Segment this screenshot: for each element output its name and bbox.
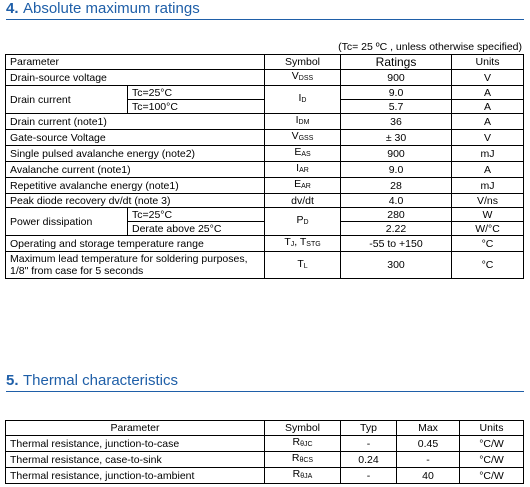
unit-cell: V bbox=[452, 130, 524, 146]
section-4-rule bbox=[6, 19, 524, 20]
section-4-number: 4. bbox=[6, 0, 19, 17]
header-symbol: Symbol bbox=[265, 55, 341, 70]
rating-cell: 300 bbox=[341, 252, 452, 279]
symbol-main: P bbox=[296, 214, 304, 226]
symbol-cell bbox=[265, 468, 341, 484]
param-cell: Drain current (note1) bbox=[6, 114, 265, 130]
symbol-sub: AS bbox=[301, 151, 311, 158]
param-cell: Thermal resistance, junction-to-ambient bbox=[6, 468, 265, 484]
symbol-sub: D bbox=[301, 97, 307, 104]
symbol-main: E bbox=[294, 146, 302, 158]
unit-cell: °C/W bbox=[460, 436, 524, 452]
rating-cell: 2.22 bbox=[341, 222, 452, 236]
unit-cell: A bbox=[452, 162, 524, 178]
symbol-cell bbox=[265, 114, 341, 130]
param-cell: Drain current bbox=[6, 86, 128, 114]
param-cell: Single pulsed avalanche energy (note2) bbox=[6, 146, 265, 162]
rating-cell: 9.0 bbox=[341, 86, 452, 100]
param-cell: Avalanche current (note1) bbox=[6, 162, 265, 178]
unit-cell: A bbox=[452, 100, 524, 114]
max-cell: 40 bbox=[397, 468, 460, 484]
symbol-cell bbox=[265, 452, 341, 468]
rating-cell: -55 to +150 bbox=[341, 236, 452, 252]
param-line-2: 1/8" from case for 5 seconds bbox=[10, 265, 144, 277]
symbol-cell bbox=[265, 178, 341, 194]
table-row bbox=[6, 468, 524, 484]
table-row bbox=[6, 162, 524, 178]
rating-cell: 28 bbox=[341, 178, 452, 194]
absolute-max-ratings-table bbox=[5, 54, 524, 279]
symbol-cell bbox=[265, 86, 341, 114]
unit-cell: mJ bbox=[452, 178, 524, 194]
symbol-sub: AR bbox=[301, 183, 311, 190]
max-cell: - bbox=[397, 452, 460, 468]
unit-cell: W/°C bbox=[452, 222, 524, 236]
table-row bbox=[6, 178, 524, 194]
symbol-cell bbox=[265, 436, 341, 452]
header-ratings: Ratings bbox=[341, 55, 452, 70]
unit-cell: V bbox=[452, 70, 524, 86]
rating-cell: 9.0 bbox=[341, 162, 452, 178]
symbol-main: T bbox=[284, 236, 291, 248]
typ-cell: - bbox=[341, 436, 397, 452]
section-4-title: Absolute maximum ratings bbox=[22, 0, 200, 17]
unit-cell: mJ bbox=[452, 146, 524, 162]
unit-cell: °C bbox=[452, 236, 524, 252]
symbol-sub-2: STG bbox=[306, 241, 321, 248]
param-cell: Thermal resistance, case-to-sink bbox=[6, 452, 265, 468]
table-row bbox=[6, 252, 524, 279]
typ-cell: - bbox=[341, 468, 397, 484]
condition-cell: Derate above 25°C bbox=[128, 222, 265, 236]
header-symbol: Symbol bbox=[265, 421, 341, 436]
symbol-sub: θJC bbox=[300, 441, 313, 448]
param-cell: Gate-source Voltage bbox=[6, 130, 265, 146]
symbol-main: I bbox=[295, 114, 299, 126]
rating-cell: 280 bbox=[341, 208, 452, 222]
symbol-main: T bbox=[297, 257, 304, 270]
table-row bbox=[6, 130, 524, 146]
unit-cell: V/ns bbox=[452, 194, 524, 208]
symbol-main: I bbox=[296, 162, 300, 174]
rating-cell: 4.0 bbox=[341, 194, 452, 208]
max-cell: 0.45 bbox=[397, 436, 460, 452]
header-typ: Typ bbox=[341, 421, 397, 436]
symbol-main: R bbox=[291, 452, 300, 464]
symbol-sub: AR bbox=[299, 167, 309, 174]
symbol-sub: L bbox=[303, 262, 308, 270]
header-max: Max bbox=[397, 421, 460, 436]
symbol-main-2: , T bbox=[294, 236, 307, 248]
condition-cell: Tc=25°C bbox=[128, 86, 265, 100]
param-line-1: Maximum lead temperature for soldering purposes, bbox=[10, 253, 248, 265]
symbol-sub: DM bbox=[298, 119, 310, 126]
symbol-cell bbox=[265, 130, 341, 146]
unit-cell: W bbox=[452, 208, 524, 222]
table-row bbox=[6, 86, 524, 100]
table-row bbox=[6, 436, 524, 452]
thermal-characteristics-table bbox=[5, 420, 524, 484]
table-row bbox=[6, 452, 524, 468]
symbol-cell bbox=[265, 236, 341, 252]
symbol-main: V bbox=[291, 70, 299, 82]
rating-cell: 900 bbox=[341, 146, 452, 162]
table-row bbox=[6, 194, 524, 208]
unit-cell: °C/W bbox=[460, 468, 524, 484]
symbol-cell: dv/dt bbox=[265, 194, 341, 208]
symbol-main: R bbox=[292, 436, 301, 448]
section-5-title: Thermal characteristics bbox=[22, 372, 179, 389]
symbol-sub: D bbox=[303, 219, 309, 226]
section-4-heading bbox=[6, 0, 524, 20]
param-cell: Peak diode recovery dv/dt (note 3) bbox=[6, 194, 265, 208]
param-cell: Operating and storage temperature range bbox=[6, 236, 265, 252]
symbol-sub: J bbox=[290, 241, 295, 248]
condition-cell: Tc=25°C bbox=[128, 208, 265, 222]
table-row bbox=[6, 236, 524, 252]
symbol-sub: GSS bbox=[298, 135, 314, 142]
section-5-heading bbox=[6, 372, 524, 392]
rating-cell: 36 bbox=[341, 114, 452, 130]
unit-cell: °C bbox=[452, 252, 524, 279]
header-parameter: Parameter bbox=[6, 55, 265, 70]
symbol-main: I bbox=[298, 92, 302, 104]
condition-cell: Tc=100°C bbox=[128, 100, 265, 114]
unit-cell: °C/W bbox=[460, 452, 524, 468]
table-row bbox=[6, 208, 524, 222]
param-cell bbox=[6, 252, 265, 279]
param-cell: Thermal resistance, junction-to-case bbox=[6, 436, 265, 452]
header-parameter: Parameter bbox=[6, 421, 265, 436]
table-row bbox=[6, 146, 524, 162]
typ-cell: 0.24 bbox=[341, 452, 397, 468]
rating-cell: 5.7 bbox=[341, 100, 452, 114]
rating-cell: ± 30 bbox=[341, 130, 452, 146]
symbol-sub: DSS bbox=[298, 75, 314, 82]
section-5-number: 5. bbox=[6, 372, 19, 389]
table-row bbox=[6, 70, 524, 86]
table-row bbox=[6, 114, 524, 130]
symbol-cell bbox=[265, 252, 341, 279]
symbol-main: V bbox=[291, 130, 299, 142]
symbol-cell bbox=[265, 146, 341, 162]
table-header-row bbox=[6, 55, 524, 70]
unit-cell: A bbox=[452, 114, 524, 130]
test-condition-note: (Tc= 25 ºC , unless otherwise specified) bbox=[338, 41, 522, 53]
symbol-cell bbox=[265, 70, 341, 86]
param-cell: Drain-source voltage bbox=[6, 70, 265, 86]
rating-cell: 900 bbox=[341, 70, 452, 86]
param-cell: Repetitive avalanche energy (note1) bbox=[6, 178, 265, 194]
param-cell: Power dissipation bbox=[6, 208, 128, 236]
unit-cell: A bbox=[452, 86, 524, 100]
symbol-main: R bbox=[292, 468, 301, 480]
symbol-main: E bbox=[294, 178, 302, 190]
section-5-rule bbox=[6, 391, 524, 392]
header-units: Units bbox=[460, 421, 524, 436]
symbol-sub: θCS bbox=[299, 457, 314, 464]
header-units: Units bbox=[452, 55, 524, 70]
symbol-cell bbox=[265, 208, 341, 236]
symbol-sub: θJA bbox=[300, 473, 313, 480]
symbol-cell bbox=[265, 162, 341, 178]
table-header-row bbox=[6, 421, 524, 436]
